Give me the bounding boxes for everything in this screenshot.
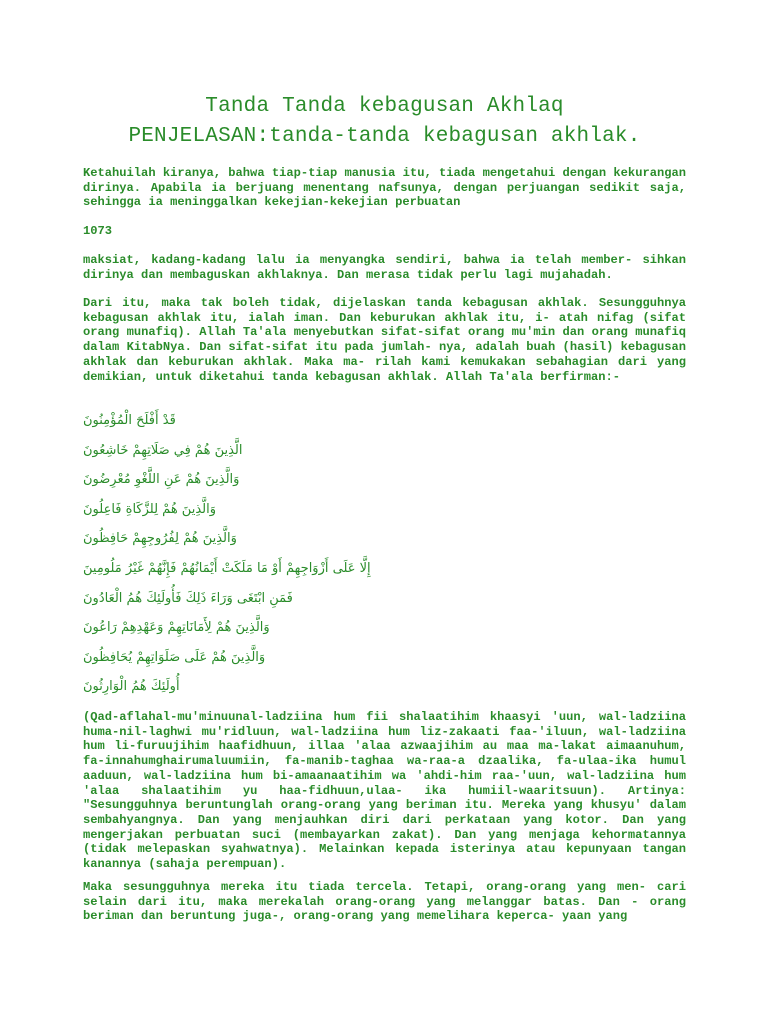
arabic-verse: فَمَنِ ابْتَغَى وَرَاءَ ذَلِكَ فَأُولَئِكَ هُمُ الْعَادُونَ bbox=[83, 590, 293, 606]
paragraph-transliteration: (Qad-aflahal-mu'minuunal-ladziina hum fii shalaatihim khaasyi 'uun, wal-ladziina huma-nil-laghwi mu'ridluun, wal-ladziina hum liz-zakaati faa-'iluun, wal-ladziina hum li-furuujihim haafidhuun, illaa 'alaa azwaajihim au maa ma-lakat aimaanuhum, fa-innahumghairumaluumiin, fa-manib-taghaa wa-raa-a dzaalika, fa-ulaa-ika humul aaduun, wal-ladziina hum bi-amaanaatihim wa 'ahdi-him raa-'uun, wal-ladziina hum 'alaa shalaatihim yu haa-fidhuun,ulaa- ika humiil-waaritsuun). Artinya: "Sesungguhnya beruntunglah orang-orang yang beriman itu. Mereka yang khusyu' dalam sembahyangnya. Dan yang menjauhkan diri dari perkataan yang kotor. Dan yang mengerjakan perbuatan suci (membayarkan zakat). Dan yang menjaga kehormatannya (tidak melepaskan syahwatnya). Melainkan kepada isterinya atau kepunyaan tangan kanannya (sahaja perempuan). bbox=[83, 710, 686, 872]
page-number: 1073 bbox=[83, 224, 113, 238]
paragraph-intro: Ketahuilah kiranya, bahwa tiap-tiap manusia itu, tiada mengetahui dengan kekurangan dirinya. Apabila ia berjuang menentang nafsunya, dengan perjuangan sedikit saja, sehingga ia meninggalkan kekejian-kekejian perbuatan bbox=[83, 166, 686, 210]
arabic-verse: وَالَّذِينَ هُمْ لِفُرُوجِهِمْ حَافِظُونَ bbox=[83, 531, 237, 547]
arabic-verse: أُولَئِكَ هُمُ الْوَارِثُونَ bbox=[83, 679, 180, 695]
arabic-verse: وَالَّذِينَ هُمْ عَنِ اللَّغْوِ مُعْرِضُونَ bbox=[83, 472, 240, 488]
arabic-verses bbox=[83, 406, 413, 702]
paragraph-maksiat: maksiat, kadang-kadang lalu ia menyangka sendiri, bahwa ia telah member- sihkan dirinya dan membaguskan akhlaknya. Dan merasa tidak perlu lagi mujahadah. bbox=[83, 253, 686, 282]
document-page bbox=[83, 92, 686, 924]
title-line-1: Tanda Tanda kebagusan Akhlaq bbox=[205, 95, 564, 118]
title-line-2: PENJELASAN:tanda-tanda kebagusan akhlak. bbox=[128, 125, 641, 148]
arabic-verse: إِلَّا عَلَى أَزْوَاجِهِمْ أَوْ مَا مَلَكَتْ أَيْمَانُهُمْ فَإِنَّهُمْ غَيْرُ مَلُومِينَ bbox=[83, 560, 371, 576]
paragraph-continuation: Maka sesungguhnya mereka itu tiada tercela. Tetapi, orang-orang yang men- cari selain dari itu, maka merekalah orang-orang yang melanggar batas. Dan - orang beriman dan beruntung juga-, orang-orang yang memelihara keperca- yaan yang bbox=[83, 880, 686, 924]
arabic-verse: وَالَّذِينَ هُمْ لِلزَّكَاةِ فَاعِلُونَ bbox=[83, 501, 216, 517]
arabic-verse: وَالَّذِينَ هُمْ عَلَى صَلَوَاتِهِمْ يُحَافِظُونَ bbox=[83, 649, 266, 665]
arabic-verse: الَّذِينَ هُمْ فِي صَلَاتِهِمْ خَاشِعُونَ bbox=[83, 442, 243, 458]
paragraph-explanation: Dari itu, maka tak boleh tidak, dijelaskan tanda kebagusan akhlak. Sesungguhnya kebagusan akhlak itu, ialah iman. Dan keburukan akhlak itu, i- atah nifag (sifat orang munafiq). Allah Ta'ala menyebutkan sifat-sifat orang mu'min dan orang munafiq dalam KitabNya. Dan sifat-sifat itu pada jumlah- nya, adalah buah (hasil) kebagusan akhlak dan keburukan akhlak. Maka ma- rilah kami kemukakan sebahagian dari yang demikian, untuk diketahui tanda kebagusan akhlak. Allah Ta'ala berfirman:- bbox=[83, 296, 686, 384]
arabic-verse: وَالَّذِينَ هُمْ لِأَمَانَاتِهِمْ وَعَهْدِهِمْ رَاعُونَ bbox=[83, 620, 270, 636]
document-title bbox=[83, 92, 686, 152]
arabic-verse: قَدْ أَفْلَحَ الْمُؤْمِنُونَ bbox=[83, 413, 176, 428]
